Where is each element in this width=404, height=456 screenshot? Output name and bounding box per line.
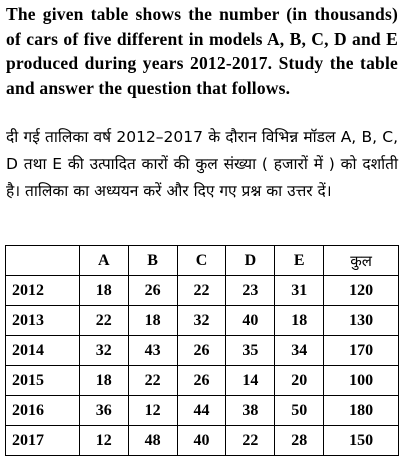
cell-model-b: 18: [128, 306, 177, 336]
cell-model-b: 48: [128, 426, 177, 456]
cell-year: 2017: [6, 426, 80, 456]
car-production-table: [5, 245, 399, 456]
cell-model-c: 26: [177, 336, 226, 366]
cell-model-e: 31: [275, 276, 324, 306]
cell-model-a: 18: [79, 276, 128, 306]
question-text-hindi: दी गई तालिका वर्ष 2012–2017 के दौरान विभिन्न मॉडल A, B, C, D तथा E की उत्पादित कारों की कुल संख्या ( हजारों में ) को दर्शाती है। तालिका का अध्ययन करें और दिए गए प्रश्न का उत्तर दें।: [6, 128, 398, 200]
cell-model-c: 40: [177, 426, 226, 456]
table-row: [6, 366, 399, 396]
table-row: [6, 336, 399, 366]
header-model-d: D: [226, 246, 275, 276]
header-year: [6, 246, 80, 276]
cell-model-d: 14: [226, 366, 275, 396]
table-row: [6, 426, 399, 456]
cell-model-e: 20: [275, 366, 324, 396]
cell-year: 2013: [6, 306, 80, 336]
cell-total: 130: [324, 306, 399, 336]
cell-total: 100: [324, 366, 399, 396]
cell-year: 2012: [6, 276, 80, 306]
table-row: [6, 306, 399, 336]
cell-model-e: 34: [275, 336, 324, 366]
cell-model-d: 40: [226, 306, 275, 336]
cell-model-a: 12: [79, 426, 128, 456]
cell-model-d: 22: [226, 426, 275, 456]
cell-model-d: 23: [226, 276, 275, 306]
cell-model-c: 44: [177, 396, 226, 426]
cell-model-c: 32: [177, 306, 226, 336]
cell-model-a: 18: [79, 366, 128, 396]
header-model-a: A: [79, 246, 128, 276]
cell-year: 2016: [6, 396, 80, 426]
cell-model-a: 32: [79, 336, 128, 366]
cell-model-c: 22: [177, 276, 226, 306]
table-row: [6, 276, 399, 306]
cell-model-b: 22: [128, 366, 177, 396]
table-header-row: [6, 246, 399, 276]
cell-total: 180: [324, 396, 399, 426]
cell-model-e: 18: [275, 306, 324, 336]
question-text-english: The given table shows the number (in thousands) of cars of five different in models A, B, C, D and E produced during years 2012-2017. Study the table and answer the question that follows.: [6, 4, 398, 98]
cell-total: 150: [324, 426, 399, 456]
cell-year: 2014: [6, 336, 80, 366]
cell-total: 170: [324, 336, 399, 366]
cell-model-b: 43: [128, 336, 177, 366]
header-model-b: B: [128, 246, 177, 276]
header-model-c: C: [177, 246, 226, 276]
cell-total: 120: [324, 276, 399, 306]
cell-model-e: 50: [275, 396, 324, 426]
cell-year: 2015: [6, 366, 80, 396]
cell-model-d: 35: [226, 336, 275, 366]
cell-model-b: 12: [128, 396, 177, 426]
cell-model-c: 26: [177, 366, 226, 396]
cell-model-d: 38: [226, 396, 275, 426]
cell-model-a: 22: [79, 306, 128, 336]
header-model-e: E: [275, 246, 324, 276]
cell-model-e: 28: [275, 426, 324, 456]
header-total: कुल: [324, 246, 399, 276]
cell-model-a: 36: [79, 396, 128, 426]
table-row: [6, 396, 399, 426]
cell-model-b: 26: [128, 276, 177, 306]
